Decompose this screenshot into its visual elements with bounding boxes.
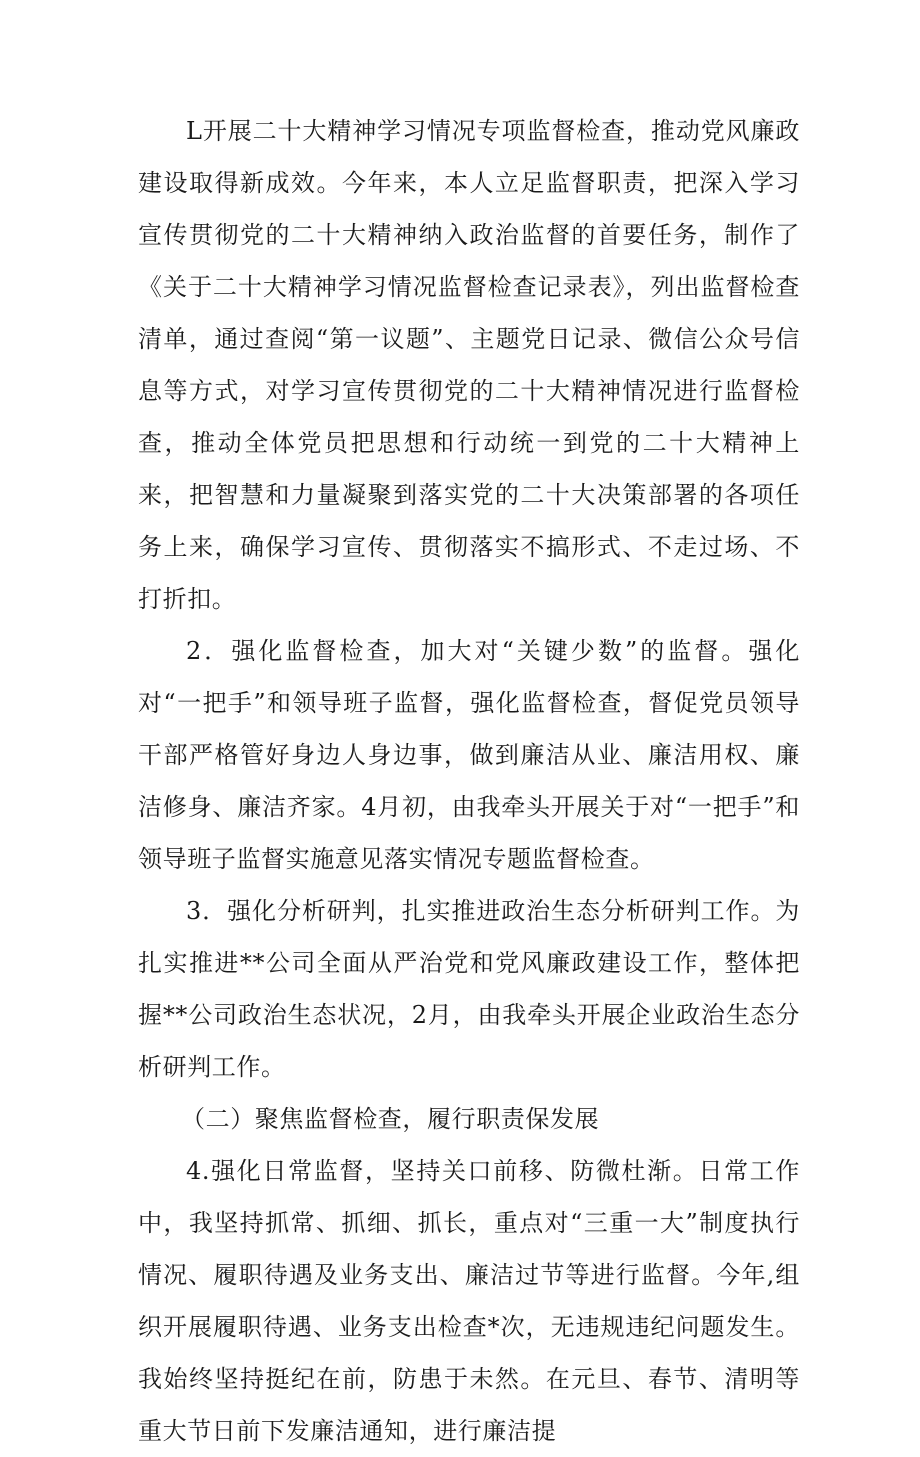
paragraph-2: 2．强化监督检查，加大对“关键少数”的监督。强化对“一把手”和领导班子监督，强化监督检查，督促党员领导干部严格管好身边人身边事，做到廉洁从业、廉洁用权、廉洁修身、廉洁齐家。4月初，由我牵头开展关于对“一把手”和领导班子监督实施意见落实情况专题监督检查。 [138, 637, 800, 873]
document-body [138, 105, 800, 1457]
paragraph-3: 3．强化分析研判，扎实推进政治生态分析研判工作。为扎实推进**公司全面从严治党和党风廉政建设工作，整体把握**公司政治生态状况，2月，由我牵头开展企业政治生态分析研判工作。 [138, 897, 800, 1081]
paragraph-4: 4.强化日常监督，坚持关口前移、防微杜渐。日常工作中，我坚持抓常、抓细、抓长，重点对“三重一大”制度执行情况、履职待遇及业务支出、廉洁过节等进行监督。今年,组织开展履职待遇、业务支出检查*次，无违规违纪问题发生。我始终坚持挺纪在前，防患于未然。在元旦、春节、清明等重大节日前下发廉洁通知，进行廉洁提 [138, 1157, 800, 1445]
paragraph-1: L开展二十大精神学习情况专项监督检查，推动党风廉政建设取得新成效。今年来，本人立足监督职责，把深入学习宣传贯彻党的二十大精神纳入政治监督的首要任务，制作了《关于二十大精神学习情况监督检查记录表》，列出监督检查清单，通过查阅“第一议题”、主题党日记录、微信公众号信息等方式，对学习宣传贯彻党的二十大精神情况进行监督检查，推动全体党员把思想和行动统一到党的二十大精神上来，把智慧和力量凝聚到落实党的二十大决策部署的各项任务上来，确保学习宣传、贯彻落实不搞形式、不走过场、不打折扣。 [138, 117, 800, 613]
section-heading: （二）聚焦监督检查，履行职责保发展 [181, 1105, 600, 1133]
